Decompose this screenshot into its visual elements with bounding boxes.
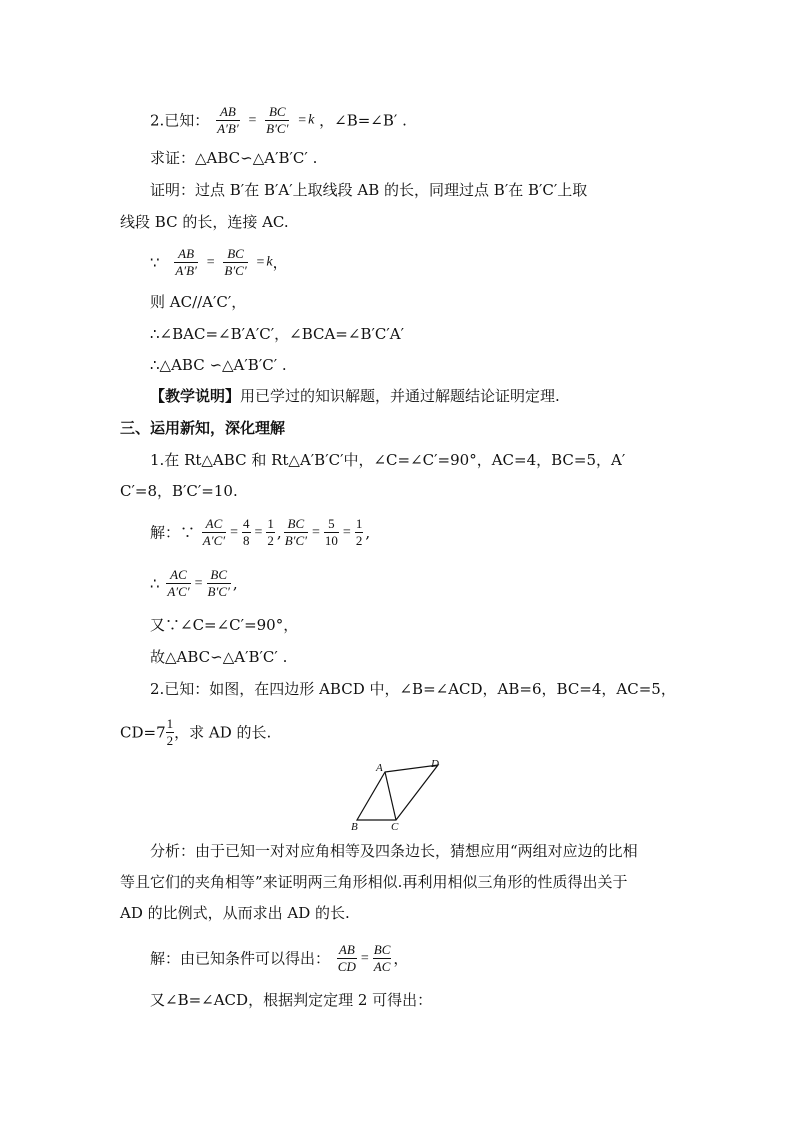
problem-1-solution-ratios: 解：∵ $\frac{AC}{A'C'}$ = $\frac{4}{8}$ = $\frac{1}{2}$ , $\frac{BC}{B'C'}$ = $\frac{5}{10}$ = $\frac{1}{2}$ ,: [150, 516, 371, 548]
fraction-bc-over-b1c1: $\frac{BC}{B'C'}$: [266, 104, 289, 136]
diagonal-ac: [385, 772, 396, 820]
analysis-line-1: 分析：由于已知一对对应角相等及四条边长，猜想应用“两组对应边的比相: [150, 842, 638, 860]
analysis-line-2: 等且它们的夹角相等”来证明两三角形相似.再利用相似三角形的性质得出关于: [120, 873, 628, 891]
fraction-bc-over-b1c1: $\frac{BC}{B'C'}$: [284, 516, 308, 548]
quadrilateral-outline: [357, 765, 438, 820]
fraction-bc-over-b1c1: $\frac{BC}{B'C'}$: [224, 246, 247, 278]
problem-2-line-1: 2.已知：如图，在四边形 ABCD 中，∠B=∠ACD，AB=6，BC=4，AC=5，: [150, 680, 676, 698]
fraction-ab-over-a1b1: $\frac{AB}{A'B'}$: [217, 104, 239, 136]
fraction-ab-over-cd: $\frac{AB}{CD}$: [337, 942, 356, 974]
teaching-note-tag: 【教学说明】: [150, 387, 241, 405]
fraction-ac-over-a1c1: $\frac{AC}{A'C'}$: [202, 516, 226, 548]
fraction-bc-over-ac: $\frac{BC}{AC}$: [373, 942, 391, 974]
proof-line-2: 线段 BC 的长，连接 AC.: [120, 213, 289, 231]
teaching-note-text: 用已学过的知识解题，并通过解题结论证明定理.: [240, 387, 560, 405]
problem-1-also: 又∵∠C=∠C′=90°，: [150, 616, 299, 634]
fraction-5-over-10: $\frac{5}{10}$: [324, 516, 338, 548]
fraction-ab-over-a1b1: $\frac{AB}{A'B'}$: [175, 246, 197, 278]
then-line: 则 AC//A′C′，: [150, 293, 247, 311]
vertex-label-d: D: [431, 758, 439, 770]
therefore-similar-line: ∴△ABC ∽△A′B′C′ .: [150, 356, 287, 374]
teaching-note: [150, 386, 560, 406]
vertex-label-a: A: [376, 762, 383, 774]
fraction-1-over-2: $\frac{1}{2}$: [267, 516, 274, 548]
problem-1-therefore: ∴ $\frac{AC}{A'C'}$ = $\frac{BC}{B'C'}$ ,: [150, 567, 238, 599]
problem-1-line-1: 1.在 Rt△ABC 和 Rt△A′B′C′中，∠C=∠C′=90°，AC=4，BC=5，A′: [150, 451, 626, 469]
fraction-4-over-8: $\frac{4}{8}$: [243, 516, 250, 548]
proof-line-1: 证明：过点 B′在 B′A′上取线段 AB 的长，同理过点 B′在 B′C′上取: [150, 181, 588, 199]
problem-2-solution: 解：由已知条件可以得出： $\frac{AB}{CD}$ = $\frac{BC}{AC}$ ，: [150, 942, 409, 974]
analysis-line-3: AD 的比例式，从而求出 AD 的长.: [120, 904, 350, 922]
problem-2-line-2: CD=7 $\frac{1}{2}$ ，求 AD 的长.: [120, 716, 272, 748]
fraction-ac-over-a1c1: $\frac{AC}{A'C'}$: [167, 567, 190, 599]
problem-2-last-line: 又∠B=∠ACD，根据判定定理 2 可得出：: [150, 991, 433, 1009]
section-3-heading: 三、运用新知，深化理解: [120, 419, 286, 437]
vertex-label-c: C: [391, 821, 399, 833]
vertex-label-b: B: [351, 821, 358, 833]
given-line: 2.已知： $\frac{AB}{A'B'}$ = $\frac{BC}{B'C'}$ = k ，∠B=∠B′ .: [150, 104, 407, 136]
given-prefix: 2.已知：: [150, 111, 210, 130]
problem-1-line-2: C′=8，B′C′=10.: [120, 482, 238, 500]
fraction-1-over-2: $\frac{1}{2}$: [166, 716, 174, 748]
fraction-1-over-2: $\frac{1}{2}$: [355, 516, 363, 548]
given-suffix: ，∠B=∠B′ .: [319, 111, 407, 130]
prove-line: 求证：△ABC∽△A′B′C′ .: [150, 149, 318, 167]
quadrilateral-abcd-figure: [345, 757, 445, 835]
because-line: ∵ $\frac{AB}{A'B'}$ = $\frac{BC}{B'C'}$ = k，: [150, 246, 288, 278]
problem-1-conclusion: 故△ABC∽△A′B′C′ .: [150, 648, 288, 666]
therefore-angles-line: ∴∠BAC=∠B′A′C′，∠BCA=∠B′C′A′: [150, 325, 404, 343]
fraction-bc-over-b1c1: $\frac{BC}{B'C'}$: [207, 567, 230, 599]
